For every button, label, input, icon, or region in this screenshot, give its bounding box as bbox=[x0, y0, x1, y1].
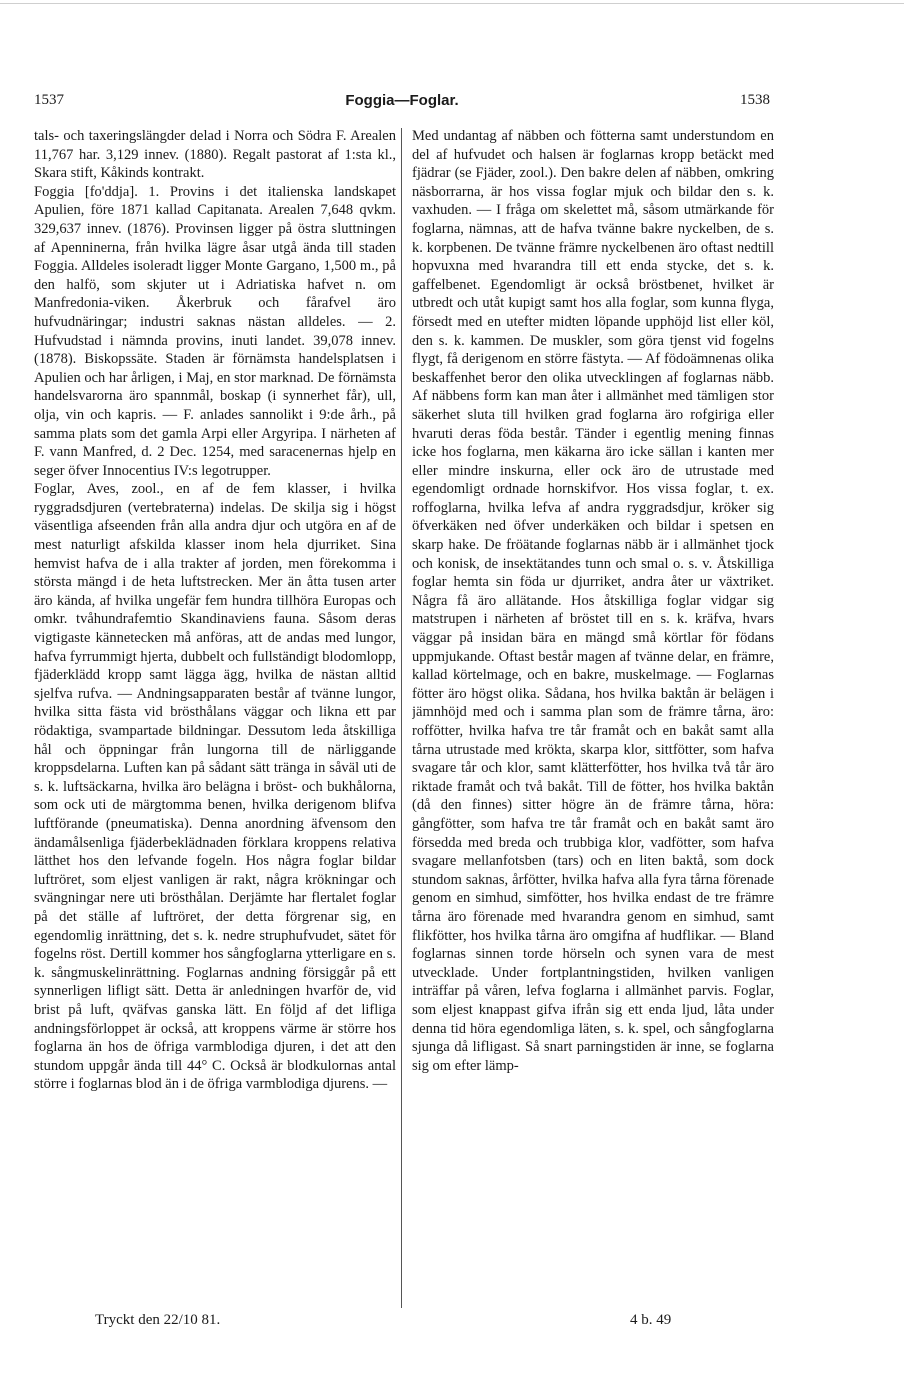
print-note: Tryckt den 22/10 81. bbox=[95, 1312, 221, 1328]
entry-foglar: Foglar, Aves, zool., en af de fem klasser, i hvilka ryggradsdjuren (vertebraterna) indelas. De skilja sig i högst väsentliga afseenden från alla andra djur och utgöra en af de mest naturligt afskilda klasser inom hela djurriket. Sina hemvist hafva de i alla trakter af jorden, men förekomma i största mängd i de heta luftstrecken. Mer än åtta tusen arter äro kända, af hvilka ungefär fem hundra tillhöra Europas och omkr. tvåhundrafemtio Skandinaviens fauna. Såsom deras vigtigaste kännetecken må anföras, att de andas med lungor, hafva fyrrummigt hjerta, dubbelt och fullständigt blodomlopp, fjäderklädd kropp samt lägga ägg, hvilka de nästan alltid sjelfva rufva. — Andningsapparaten består af tvänne lungor, hvilka sitta fästa vid brösthålans väggar och likna ett par rödaktiga, svampartade bildningar. Dessutom leda åtskilliga hål och öppningar från lungorna till de närliggande kroppsdelarna. Luften kan på sådant sätt tränga in såväl uti de s. k. luftsäckarna, hvilka äro belägna i bröst- och bukhålorna, som ock uti de märgtomma benen, hvilka derigenom blifva luftförande (pneumatiska). Denna anordning äfvensom den ändamålsenliga fjäderbeklädnaden förklara kroppens relativa lätthet hos den lefvande fogeln. Hos några foglar bildar luftröret, som eljest vanligen är rakt, några krökningar och svängningar nere uti brösthålan. Derjämte har flertalet foglar på det ställe af luftröret, der detta förgrenar sig, en egendomlig inrättning, det s. k. nedre struphufvudet, sätet för fogelns röst. Dertill kommer hos sångfoglarna ytterligare en s. k. sångmuskelinrättning. Foglarnas andning försiggår på ett synnerligen lifligt sätt. Detta är anledningen hvarför de, vid brist på luft, qväfvas ganska lätt. En följd af det lifliga andningsförloppet är också, att kroppens värme är större hos foglarna än hos de öfriga varmblodiga djuren, i det att den stundom uppgår ända till 44° C. Också är blodkulornas antal större i foglarnas blod än i de öfriga varmblodiga djurens. — bbox=[34, 481, 396, 1093]
paragraph: tals- och taxeringslängder delad i Norra och Södra F. Arealen 11,767 har. 3,129 innev. (1880). Regalt pastorat af 1:sta kl., Skara stift, Kåkinds kontrakt. bbox=[34, 128, 396, 182]
page-header bbox=[34, 92, 770, 114]
left-column bbox=[34, 127, 396, 1307]
column-divider bbox=[401, 128, 402, 1308]
running-title: Foggia—Foglar. bbox=[345, 92, 459, 109]
paragraph: Med undantag af näbben och fötterna samt understundom en del af hufvudet och halsen är foglarnas kropp betäckt med fjädrar (se Fjäder, zool.). Den bakre delen af näbben, omkring näsborrarna, är hos vissa foglar mjuk och bildar den s. k. vaxhuden. — I fråga om skelettet må, såsom utmärkande för foglarna, nämnas, att de hafva tvänne bakre nyckelben, de s. k. korpbenen. De tvänne främre nyckelbenen äro oftast nedtill hopvuxna med hvarandra till ett enda stycke, det s. k. gaffelbenet. Egendomligt är också bröstbenet, hvilket är utbredt och utåt kupigt samt hos alla foglar, som kunna flyga, försedt med en utefter midten löpande upphöjd list eller köl, den s. k. kammen. De muskler, som göra tjenst vid fogelns flygt, få derigenom en större fästyta. — Af födoämnenas olika beskaffenhet beror den olika utvecklingen af foglarnas näbb. Af näbbens form kan man åter i allmänhet med tämligen stor säkerhet sluta till hvilken grad foglarna äro rofgiriga eller hvaruti deras föda består. Tänder i egentlig mening finnas icke hos foglarna, men käkarna äro icke sällan i kanten mer eller mindre inskurna, eller ock äro de utrustade med egendomligt ordnade hornskifvor. Hos vissa foglar, t. ex. roffoglarna, hvilka lefva af andra ryggradsdjur, kröker sig öfverkäken ned öfver underkäken och bildar i spetsen en skarp hake. De fröätande foglarnas näbb är i allmänhet tjock och konisk, de insektätandes tunn och smal o. s. v. Åtskilliga foglar hemta sin föda ur djurriket, andra åter ur växtriket. Några få äro allätande. Hos åtskilliga foglar vidgar sig matstrupen i närheten af bröstet till en s. k. kräfva, hvars väggar på insidan bära en mängd små körtlar för födans uppmjukande. Oftast består magen af tvänne delar, en främre, kallad körtelmage, och en bakre, muskelmage. — Foglarnas fötter äro högst olika. Sådana, hos hvilka baktån är belägen i jämnhöjd med och i samma plan som de främre tårna, äro: roffötter, hvilka hafva tre tår framåt och en bakåt samt alla tårna utrustade med krökta, skarpa klor, sittfötter, som hafva svagare tår och klor, samt klätterfötter, hos hvilka två tår äro riktade framåt och två bakåt. Till de fötter, hos hvilka baktån (då den finnes) sitter högre än de främre tårna, höra: gångfötter, som hafva tre tår framåt och en bakåt samt äro försedda med breda och trubbiga klor, vadfötter, som hafva svagare mellanfotsben (tars) och en liten baktå, som dock stundom saknas, årfötter, hvilka hafva alla fyra tårna förenade genom en simhud, simfötter, hos hvilka endast de tre främre tårna äro förenade med hvarandra genom en simhud, samt flikfötter, hos hvilka tårna äro omgifna af hudflikar. — Bland foglarnas sinnen torde hörseln och synen vara de mest utvecklade. Under fortplantningstiden, hvilken vanligen inträffar på våren, lefva foglarna i allmänhet parvis. Foglar, som eljest knappast gifva ifrån sig ett enda ljud, låta under denna tid höra egendomliga läten, s. k. spel, och sångfoglarna sjunga då lifligast. Så snart parningstiden är inne, se foglarna sig om efter lämp- bbox=[412, 128, 774, 1074]
page-number-left: 1537 bbox=[34, 92, 64, 108]
signature-mark: 4 b. 49 bbox=[630, 1312, 672, 1328]
entry-foggia: Foggia [fo'ddja]. 1. Provins i det italienska landskapet Apulien, före 1871 kallad Capitanata. Arealen 7,648 qvkm. 329,637 innev. (1876). Provinsen ligger på östra sluttningen af Apenninerna, från hvilka lägre åsar utgå ända till staden Foggia. Alldeles isoleradt ligger Monte Gargano, 1,500 m., på den halfö, som skjuter ut i Adriatiska hafvet n. om Manfredonia-viken. Åkerbruk och fårafvel äro hufvudnäringar; industri saknas nästan alldeles. — 2. Hufvudstad i nämnda provins, inuti landet. 39,078 innev. (1878). Biskopssäte. Staden är förnämsta handelsplatsen i Apulien och har årligen, i Maj, en stor marknad. De förnämsta handelsvarorna äro spannmål, boskap (i synnerhet får), ull, olja, vin och kapris. — F. anlades sannolikt i 9:de årh., på samma plats som det gamla Arpi eller Argyripa. I närheten af F. vann Manfred, d. 2 Dec. 1254, med saracenernas hjelp en seger öfver Innocentius IV:s legotrupper. bbox=[34, 183, 396, 479]
page-number-right: 1538 bbox=[740, 92, 770, 108]
right-column bbox=[412, 127, 774, 1307]
top-edge-rule bbox=[0, 3, 904, 4]
